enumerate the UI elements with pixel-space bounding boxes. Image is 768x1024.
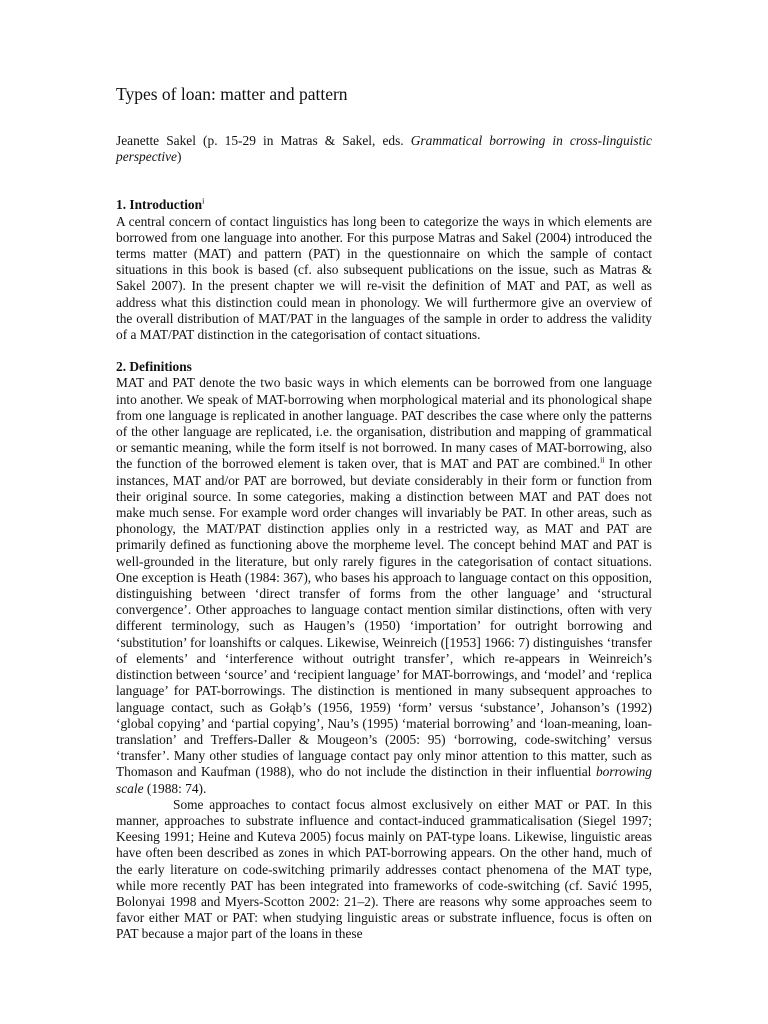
section-spacer <box>116 343 652 359</box>
byline-suffix: ) <box>176 149 182 165</box>
byline-prefix: Jeanette Sakel (p. 15-29 in Matras & Sakel, eds. <box>116 133 411 148</box>
introduction-paragraph: A central concern of contact linguistics has long been to categorize the ways in which elements are borrowed from one language into another. For this purpose Matras and Sakel (2004) introduced the terms matter (MAT) and pattern (PAT) in the questionnaire on which the sample of contact situations in this book is based (cf. also subsequent publications on the issue, such as Matras & Sakel 2007). In the present chapter we will re-visit the definition of MAT and PAT, as well as address what this distinction could mean in phonology. We will furthermore give an overview of the overall distribution of MAT/PAT in the languages of the sample in order to address the validity of a MAT/PAT distinction in the categorisation of contact situations. <box>116 213 652 343</box>
paper-title: Types of loan: matter and pattern <box>116 84 348 104</box>
paragraph-text: MAT and PAT denote the two basic ways in which elements can be borrowed from one language into another. We speak of MAT-borrowing when morphological material and its phonological shape from one language is replicated in another language. PAT describes the case where only the patterns of the other language are replicated, i.e. the organisation, distribution and mapping of grammatical or semantic meaning, while the form itself is not borrowed. In many cases of MAT-borrowing, also the function of the borrowed element is taken over, that is MAT and PAT are combined. <box>116 375 652 472</box>
book-title: Grammatical borrowing in cross-linguistic perspective <box>116 133 652 165</box>
footnote-marker[interactable]: ii <box>600 455 605 465</box>
section-heading-introduction <box>116 197 652 213</box>
paragraph-text: In other instances, MAT and/or PAT are borrowed, but deviate considerably in their form or function from their original source. In some categories, making a distinction between MAT and PAT does not make much sense. For example word order changes will invariably be PAT. In other areas, such as phonology, the MAT/PAT distinction applies only in a restricted way, as MAT and PAT are primarily defined as functioning above the morpheme level. The concept behind MAT and PAT is well-grounded in the literature, but only rarely figures in the categorisation of contact situations. One exception is Heath (1984: 367), who bases his approach to language contact on this opposition, distinguishing between ‘direct transfer of forms from the other language’ and ‘structural convergence’. Other approaches to language contact mention similar distinctions, often with very different terminology, such as Haugen’s (1950) ‘importation’ for outright borrowing and ‘substitution’ for loanshifts or calques. Likewise, Weinreich ([1953] 1966: 7) distinguishes ‘transfer of elements’ and ‘interference without outright transfer’, which re-appears in Weinreich’s distinction between ‘source’ and ‘recipient language’ for MAT-borrowings, and ‘model’ and ‘replica language’ for PAT-borrowings. The distinction is mentioned in many subsequent approaches to language contact, such as Gołąb’s (1956, 1959) ‘form’ versus ‘substance’, Johanson’s (1992) ‘global copying’ and ‘partial copying’, Nau’s (1995) ‘material borrowing’ and ‘loan-meaning, loan-translation’ and Treffers-Daller & Mougeon’s (2005: 95) ‘borrowing, code-switching’ versus ‘transfer’. Many other studies of language contact pay only minor attention to this matter, such as Thomason and Kaufman (1988), who do not include the distinction in their influential <box>116 456 652 780</box>
italic-term: borrowing scale <box>116 764 652 796</box>
section-heading-text: 1. Introduction <box>116 197 203 213</box>
footnote-marker[interactable]: i <box>202 196 205 206</box>
paragraph-text: (1988: 74). <box>143 780 207 796</box>
definitions-paragraph-1 <box>116 375 652 796</box>
author-byline <box>116 133 652 165</box>
definitions-paragraph-2: Some approaches to contact focus almost exclusively on either MAT or PAT. In this manner, approaches to substrate influence and contact-induced grammaticalisation (Siegel 1997; Keesing 1991; Heine and Kuteva 2005) focus mainly on PAT-type loans. Likewise, linguistic areas have often been described as zones in which PAT-borrowing appears. On the other hand, much of the early literature on code-switching primarily addresses contact phenomena of the MAT type, while more recently PAT has been integrated into frameworks of code-switching (cf. Savić 1995, Bolonyai 1998 and Myers-Scotton 2002: 21–2). There are reasons why some approaches seem to favor either MAT or PAT: when studying linguistic areas or substrate influence, focus is often on PAT because a major part of the loans in these <box>116 796 652 942</box>
section-heading-definitions: 2. Definitions <box>116 359 192 375</box>
